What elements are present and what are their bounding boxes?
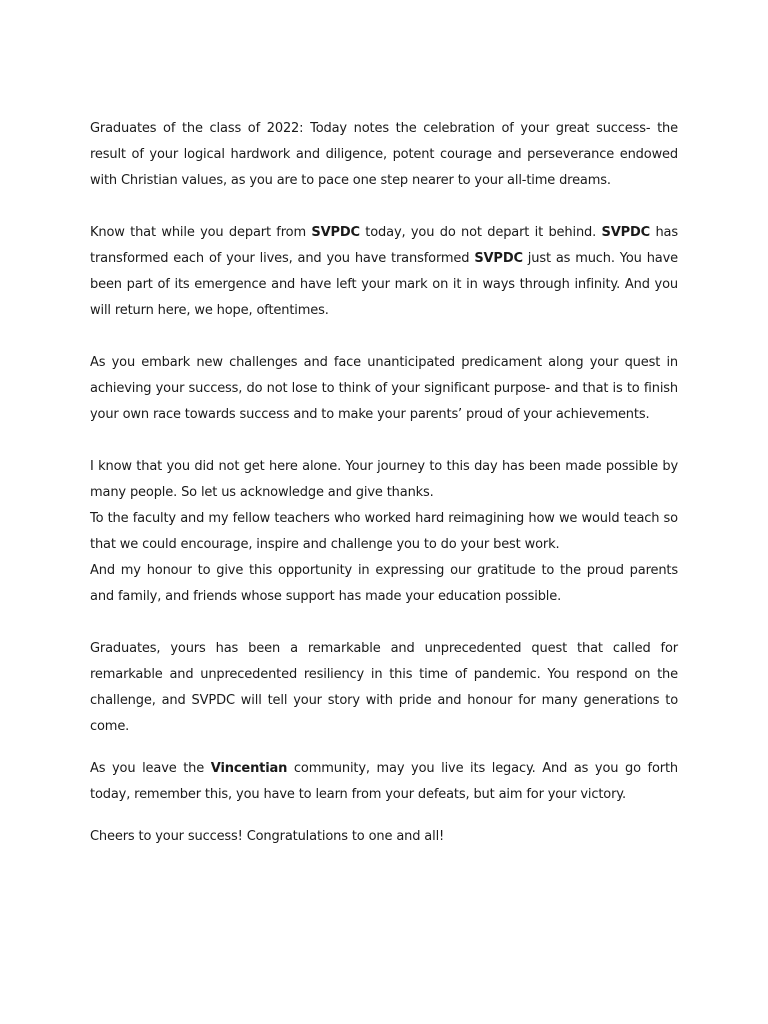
paragraph-not-alone: I know that you did not get here alone. Your journey to this day has been made possible by many people. So let us acknowledge and give thanks. <box>90 459 678 500</box>
paragraph-parents: And my honour to give this opportunity in expressing our gratitude to the proud parents and family, and friends whose support has made your education possible. <box>90 563 678 604</box>
paragraph-pandemic: Graduates, yours has been a remarkable and unprecedented quest that called for remarkable and unprecedented resiliency in this time of pandemic. You respond on the challenge, and SVPDC will tell your story with pride and honour for many generations to come. <box>90 641 678 734</box>
text-run: Know that while you depart from <box>90 225 312 240</box>
paragraph-closing: Cheers to your success! Congratulations to one and all! <box>90 829 445 844</box>
paragraph-svpdc <box>90 220 678 324</box>
text-run: As you leave the <box>90 761 211 776</box>
text-run: community, may you live its legacy. And as you go forth today, remember this, you have to learn from your defeats, but aim for your victory. <box>90 761 678 802</box>
text-run: today, you do not depart it behind. <box>359 225 602 240</box>
letter-body <box>90 116 678 850</box>
text-run: has transformed each of your lives, and you have transformed <box>90 225 678 266</box>
paragraph-intro: Graduates of the class of 2022: Today notes the celebration of your great success- the result of your logical hardwork and diligence, potent courage and perseverance endowed with Christian values, as you are to pace one step nearer to your all-time dreams. <box>90 121 678 188</box>
paragraph-challenges: As you embark new challenges and face unanticipated predicament along your quest in achieving your success, do not lose to think of your significant purpose- and that is to finish your own race towards success and to make your parents’ proud of your achievements. <box>90 355 678 422</box>
paragraph-vincentian <box>90 756 678 808</box>
bold-svpdc: SVPDC <box>601 225 651 240</box>
bold-svpdc: SVPDC <box>311 225 360 240</box>
bold-vincentian: Vincentian <box>210 761 288 776</box>
bold-svpdc: SVPDC <box>474 251 523 266</box>
text-run: just as much. You have been part of its emergence and have left your mark on it in ways through infinity. And you will return here, we hope, oftentimes. <box>90 251 678 318</box>
paragraph-faculty: To the faculty and my fellow teachers who worked hard reimagining how we would teach so that we could encourage, inspire and challenge you to do your best work. <box>90 511 678 552</box>
